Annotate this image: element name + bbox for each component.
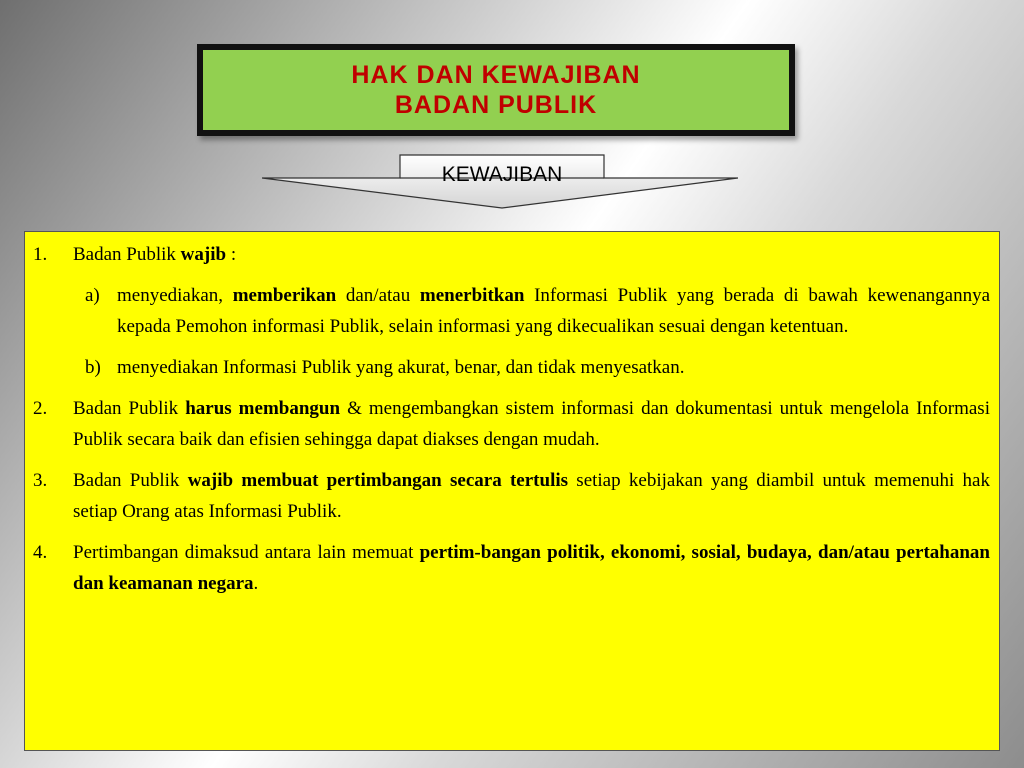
sub-number: b)	[85, 357, 101, 378]
sub-number: a)	[85, 285, 100, 306]
list-text: Badan Publik wajib membuat pertimbangan secara tertulis setiap kebijakan yang diambil untuk memenuhi hak setiap Orang atas Informasi Publik.	[73, 470, 990, 522]
list-number: 3.	[33, 470, 48, 491]
sub-item-a	[73, 280, 990, 342]
title-line-1: HAK DAN KEWAJIBAN	[351, 61, 641, 89]
title-box	[197, 44, 795, 136]
sub-item-b	[73, 352, 990, 383]
title-line-2: BADAN PUBLIK	[394, 91, 598, 119]
list-item-4	[33, 537, 990, 599]
list-number: 4.	[33, 542, 48, 563]
list-text: Pertimbangan dimaksud antara lain memuat pertim-bangan politik, ekonomi, sosial, budaya, dan/atau pertahanan dan keamanan negara.	[73, 542, 990, 594]
banner-label: KEWAJIBAN	[441, 163, 563, 186]
list-text: Badan Publik wajib :	[73, 244, 237, 265]
list-item-3	[33, 465, 990, 527]
list-number: 1.	[33, 244, 48, 265]
list-item-1	[33, 239, 990, 270]
content-box	[24, 231, 1000, 751]
sub-text: menyediakan, memberikan dan/atau menerbitkan Informasi Publik yang berada di bawah kewenangannya kepada Pemohon informasi Publik, selain informasi yang dikecualikan sesuai dengan ketentuan.	[117, 285, 991, 337]
list-item-2	[33, 393, 990, 455]
list-number: 2.	[33, 398, 48, 419]
sub-text: menyediakan Informasi Publik yang akurat, benar, dan tidak menyesatkan.	[117, 357, 685, 378]
list-text: Badan Publik harus membangun & mengembangkan sistem informasi dan dokumentasi untuk mengelola Informasi Publik secara baik dan efisien sehingga dapat diakses dengan mudah.	[73, 398, 990, 450]
kewajiban-banner	[262, 150, 738, 210]
title-inner	[203, 50, 789, 130]
